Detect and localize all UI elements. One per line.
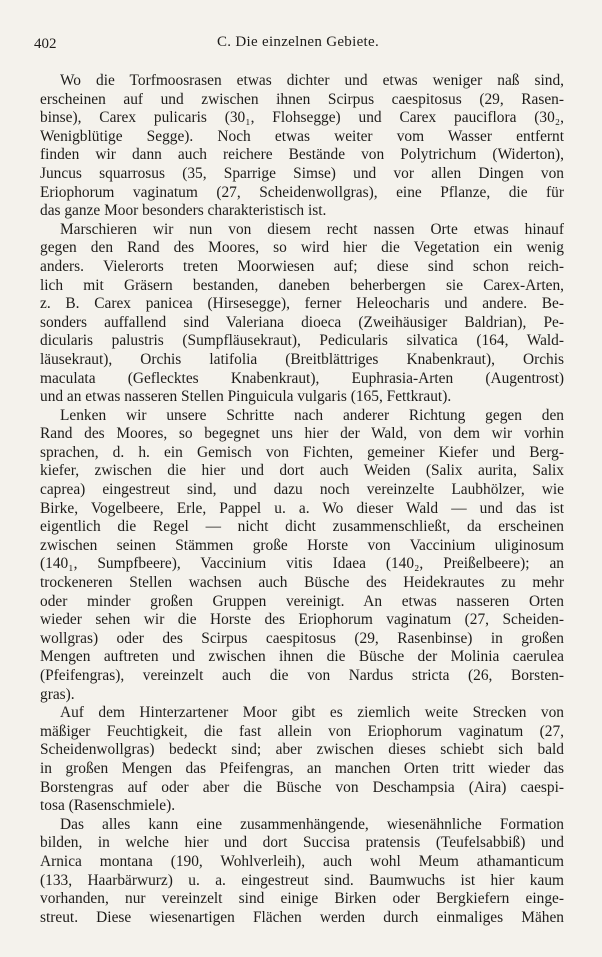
text-line: gras). (40, 685, 75, 703)
text-line: wollgras) oder des Scirpus caespitosus (29, Rasenbinse) in großen (40, 629, 564, 647)
text-line: lich mit Gräsern bestanden, daneben beherbergen sie Carex-Arten, (40, 276, 564, 294)
text-line: Birke, Vogelbeere, Erle, Pappel u. a. Wo dieser Wald — und das ist (40, 499, 564, 517)
text-line: caprea) eingestreut sind, und dazu noch vereinzelte Laubhölzer, wie (40, 481, 564, 499)
text-line: Eriophorum vaginatum (27, Scheidenwollgras), eine Pflanze, die für (40, 183, 564, 201)
text-line: eigentlich die Regel — nicht dicht zusammenschließt, da erscheinen (40, 518, 564, 536)
text-line: streut. Diese wiesenartigen Flächen werden durch einmaliges Mähen (40, 908, 564, 926)
text-line: Borstengras auf oder aber die Büsche von Deschampsia (Aira) caespi- (40, 778, 564, 796)
text-line: Mengen auftreten und zwischen ihnen die Büsche der Molinia caerulea (40, 648, 564, 666)
text-line: vorhanden, nur vereinzelt sind einige Birken oder Bergkiefern einge- (40, 890, 564, 908)
paragraph-2 (40, 221, 564, 407)
text-line: sprachen, d. h. ein Gemisch von Fichten, gemeiner Kiefer und Berg- (40, 443, 564, 461)
text-line: zwischen seinen Stämmen große Horste von Vaccinium uliginosum (40, 536, 564, 554)
text-line: oder minder großen Gruppen vereinigt. An etwas nasseren Orten (40, 592, 564, 610)
text-line: (Pfeifengras), vereinzelt auch die von Nardus stricta (26, Borsten- (40, 667, 564, 684)
text-line: Arnica montana (190, Wohlverleih), auch wohl Meum athamanticum (40, 852, 564, 870)
text-line: tosa (Rasenschmiele). (40, 797, 176, 815)
paragraph-5 (40, 816, 564, 928)
text-line: binse), Carex pulicaris (30₁, Flohsegge) und Carex pauciflora (30₂, (40, 109, 564, 127)
text-line: sonders auffallend sind Valeriana dioeca (Zweihäusiger Baldrian), Pe- (40, 313, 564, 331)
text-line: das ganze Moor besonders charakteristisch ist. (40, 202, 327, 220)
text-line: finden wir dann auch reichere Bestände von Polytrichum (Widerton), (40, 146, 564, 164)
text-line: maculata (Geflecktes Knabenkraut), Euphrasia-Arten (Augentrost) (40, 369, 564, 387)
paragraph-3 (40, 407, 564, 705)
text-line: Wenigblütige Segge). Noch etwas weiter vom Wasser entfernt (40, 127, 564, 145)
text-line: bilden, in welche hier und dort Succisa pratensis (Teufelsabbiß) und (40, 834, 564, 852)
text-line: in großen Mengen das Pfeifengras, an manchen Orten tritt wieder das (40, 759, 564, 777)
paragraph-4 (40, 704, 564, 816)
text-line: dicularis palustris (Sumpfläusekraut), Pedicularis silvatica (164, Wald- (40, 332, 564, 350)
text-line: (133, Haarbärwurz) u. a. eingestreut sind. Baumwuchs ist hier kaum (40, 871, 564, 889)
text-line: Marschieren wir nun von diesem recht nassen Orte etwas hinauf (60, 220, 564, 238)
text-line: z. B. Carex panicea (Hirsesegge), ferner Heleocharis und andere. Be- (40, 295, 564, 313)
text-line: läusekraut), Orchis latifolia (Breitblättriges Knabenkraut), Orchis (40, 350, 564, 368)
paragraph-1 (40, 72, 564, 221)
text-line: Das alles kann eine zusammenhängende, wiesenähnliche Formation (60, 815, 564, 833)
text-line: Wo die Torfmoosrasen etwas dichter und etwas weniger naß sind, (60, 72, 564, 89)
text-line: und an etwas nasseren Stellen Pinguicula vulgaris (165, Fettkraut). (40, 388, 452, 406)
running-title: C. Die einzelnen Gebiete. (216, 34, 380, 50)
text-line: gegen den Rand des Moores, so wird hier die Vegetation ein wenig (40, 239, 564, 257)
text-line: Juncus squarrosus (35, Sparrige Simse) und vor allen Dingen von (40, 164, 564, 182)
page-number: 402 (34, 36, 57, 52)
text-line: wieder sehen wir die Horste des Eriophorum vaginatum (27, Scheiden- (40, 611, 564, 629)
text-line: Rand des Moores, so begegnet uns hier der Wald, von dem wir vorhin (40, 425, 564, 443)
body-text (40, 72, 564, 927)
text-line: kiefer, zwischen die hier und dort auch Weiden (Salix aurita, Salix (40, 462, 564, 480)
page-header (30, 34, 566, 54)
text-line: Lenken wir unsere Schritte nach anderer Richtung gegen den (60, 406, 564, 424)
text-line: mäßiger Feuchtigkeit, die fast allein von Eriophorum vaginatum (27, (40, 722, 564, 740)
text-line: anders. Vielerorts treten Moorwiesen auf; diese sind schon reich- (40, 257, 564, 275)
text-line: Scheidenwollgras) bedeckt sind; aber zwischen dieses schiebt sich bald (40, 741, 564, 759)
text-line: Auf dem Hinterzartener Moor gibt es ziemlich weite Strecken von (60, 704, 564, 722)
text-line: (140₁, Sumpfbeere), Vaccinium vitis Idaea (140₂, Preißelbeere); an (40, 555, 564, 573)
text-line: erscheinen auf und zwischen ihnen Scirpus caespitosus (29, Rasen- (40, 90, 564, 108)
text-line: trockeneren Stellen wachsen auch Büsche des Heidekrautes zu mehr (40, 574, 564, 592)
